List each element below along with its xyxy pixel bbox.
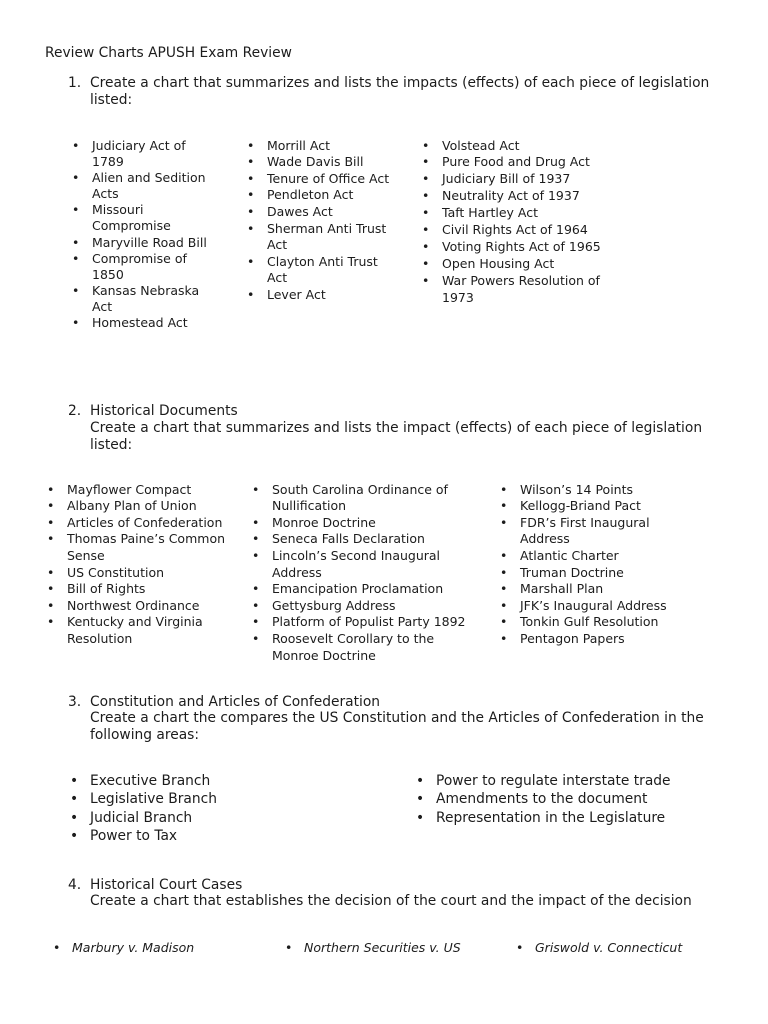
list-item <box>422 138 614 155</box>
list-item-text: Executive Branch <box>90 772 211 789</box>
list-item <box>500 548 680 565</box>
documents-list-column-3 <box>500 482 680 648</box>
section-text <box>90 877 730 910</box>
list-item <box>47 515 242 532</box>
list-item-text: JFK’s Inaugural Address <box>520 597 667 613</box>
bullet-marker: • <box>500 631 508 647</box>
section-number: 3. <box>68 693 82 710</box>
list-item <box>422 273 614 307</box>
bullet-marker: • <box>516 940 524 955</box>
section-title: Historical Documents <box>90 402 238 419</box>
bullet-marker: • <box>416 772 425 789</box>
bullet-marker: • <box>247 220 255 236</box>
bullet-marker: • <box>47 581 55 597</box>
list-item-text: Kentucky and Virginia Resolution <box>67 614 203 647</box>
list-item-text: Maryville Road Bill <box>92 234 207 250</box>
legislation-list-column-3 <box>422 138 614 307</box>
bullet-marker: • <box>47 614 55 630</box>
list-item <box>500 598 680 615</box>
bullet-marker: • <box>247 170 255 186</box>
list-item <box>70 772 330 791</box>
bullet-marker: • <box>247 187 255 203</box>
section-instruction: Create a chart the compares the US Constitution and the Articles of Confederation in the following areas: <box>90 710 704 743</box>
list-item <box>70 790 330 809</box>
bullet-marker: • <box>72 234 80 250</box>
bullet-marker: • <box>47 564 55 580</box>
list-item-text: Truman Doctrine <box>520 564 624 580</box>
list-item <box>247 138 397 155</box>
list-item <box>500 614 680 631</box>
list-item <box>416 790 736 809</box>
list-item <box>252 614 476 631</box>
list-item <box>47 498 242 515</box>
bullet-marker: • <box>500 498 508 514</box>
list-item <box>416 772 736 791</box>
bullet-marker: • <box>500 548 508 564</box>
list-item <box>422 222 614 239</box>
list-item-text: Wade Davis Bill <box>267 154 364 170</box>
list-item-text: Civil Rights Act of 1964 <box>442 222 588 238</box>
list-item-text: Amendments to the document <box>436 791 648 808</box>
bullet-marker: • <box>72 202 80 218</box>
comparison-areas-column-2 <box>416 772 736 828</box>
list-item <box>500 581 680 598</box>
court-case-name: Northern Securities v. US <box>304 940 461 955</box>
list-item-text: Kellogg-Briand Pact <box>520 498 641 514</box>
list-item <box>252 548 476 581</box>
documents-list-column-1 <box>47 482 242 648</box>
section-number: 1. <box>68 74 82 91</box>
bullet-marker: • <box>72 170 80 186</box>
list-item <box>500 498 680 515</box>
bullet-marker: • <box>70 772 79 789</box>
bullet-marker: • <box>500 481 508 497</box>
bullet-marker: • <box>47 481 55 497</box>
list-item-text: Wilson’s 14 Points <box>520 481 634 497</box>
list-item <box>422 154 614 171</box>
list-item <box>72 235 214 251</box>
list-item-text: Roosevelt Corollary to the Monroe Doctrine <box>272 631 435 663</box>
section-instruction: Create a chart that establishes the decision of the court and the impact of the decision <box>90 893 692 910</box>
bullet-marker: • <box>500 597 508 613</box>
list-item <box>47 614 242 647</box>
court-case-name: Griswold v. Connecticut <box>535 940 683 955</box>
list-item-text: Sherman Anti Trust Act <box>267 220 387 253</box>
bullet-marker: • <box>70 828 79 845</box>
list-item-text: Tenure of Office Act <box>267 170 390 186</box>
legislation-list-column-1 <box>72 138 214 331</box>
list-item-text: Albany Plan of Union <box>67 498 197 514</box>
bullet-marker: • <box>252 514 260 530</box>
list-item <box>500 482 680 499</box>
section-1-heading <box>68 75 730 109</box>
bullet-marker: • <box>500 514 508 530</box>
list-item-text: Judicial Branch <box>90 809 193 826</box>
list-item-text: Homestead Act <box>92 314 188 330</box>
section-3-heading <box>68 694 730 744</box>
list-item-text: Seneca Falls Declaration <box>272 531 425 547</box>
bullet-marker: • <box>47 498 55 514</box>
bullet-marker: • <box>500 614 508 630</box>
court-case-name: Marbury v. Madison <box>72 940 195 955</box>
bullet-marker: • <box>422 205 430 221</box>
bullet-marker: • <box>70 791 79 808</box>
bullet-marker: • <box>72 250 80 266</box>
comparison-areas-column-1 <box>70 772 330 846</box>
list-item <box>47 531 242 564</box>
section-number: 2. <box>68 402 82 419</box>
bullet-marker: • <box>252 481 260 497</box>
list-item <box>422 188 614 205</box>
list-item-text: War Powers Resolution of 1973 <box>442 272 600 305</box>
list-item <box>72 138 214 170</box>
list-item-text: Pure Food and Drug Act <box>442 154 590 170</box>
list-item <box>47 565 242 582</box>
list-item-text: Judiciary Act of 1789 <box>92 137 186 170</box>
court-case-item <box>285 940 461 956</box>
list-item-text: Gettysburg Address <box>272 597 396 613</box>
section-4-heading <box>68 877 730 910</box>
bullet-marker: • <box>422 238 430 254</box>
list-item <box>47 581 242 598</box>
bullet-marker: • <box>47 597 55 613</box>
list-item-text: Articles of Confederation <box>67 514 223 530</box>
section-title: Historical Court Cases <box>90 876 243 893</box>
list-item-text: Judiciary Bill of 1937 <box>442 171 571 187</box>
bullet-marker: • <box>247 204 255 220</box>
list-item-text: Northwest Ordinance <box>67 597 200 613</box>
section-text <box>90 403 730 454</box>
bullet-marker: • <box>47 531 55 547</box>
documents-list-column-2 <box>252 482 476 665</box>
list-item-text: Bill of Rights <box>67 581 146 597</box>
list-item <box>252 515 476 532</box>
list-item <box>47 482 242 499</box>
list-item <box>252 598 476 615</box>
bullet-marker: • <box>247 137 255 153</box>
bullet-marker: • <box>252 531 260 547</box>
list-item <box>72 170 214 202</box>
list-item <box>247 221 397 254</box>
list-item <box>72 283 214 315</box>
court-case-item <box>53 940 194 956</box>
bullet-marker: • <box>247 287 255 303</box>
list-item-text: Volstead Act <box>442 137 520 153</box>
bullet-marker: • <box>500 581 508 597</box>
court-case-item <box>516 940 682 956</box>
list-item <box>70 827 330 846</box>
list-item <box>252 631 476 664</box>
legislation-list-column-2 <box>247 138 397 304</box>
bullet-marker: • <box>422 137 430 153</box>
bullet-marker: • <box>416 791 425 808</box>
list-item-text: Thomas Paine’s Common Sense <box>67 531 226 564</box>
list-item-text: Marshall Plan <box>520 581 604 597</box>
list-item-text: Monroe Doctrine <box>272 514 376 530</box>
list-item-text: Taft Hartley Act <box>442 205 539 221</box>
list-item-text: Tonkin Gulf Resolution <box>520 614 659 630</box>
list-item <box>72 315 214 331</box>
bullet-marker: • <box>47 514 55 530</box>
list-item-text: Pendleton Act <box>267 187 354 203</box>
list-item <box>416 809 736 828</box>
bullet-marker: • <box>422 222 430 238</box>
list-item <box>500 565 680 582</box>
list-item <box>47 598 242 615</box>
list-item <box>252 531 476 548</box>
list-item-text: Clayton Anti Trust Act <box>267 253 378 286</box>
bullet-marker: • <box>422 171 430 187</box>
list-item <box>247 287 397 304</box>
section-text <box>90 694 730 744</box>
list-item-text: Representation in the Legislature <box>436 809 666 826</box>
list-item <box>247 204 397 221</box>
bullet-marker: • <box>252 614 260 630</box>
section-title: Constitution and Articles of Confederation <box>90 693 381 710</box>
list-item <box>422 239 614 256</box>
list-item <box>252 581 476 598</box>
bullet-marker: • <box>72 137 80 153</box>
list-item <box>252 482 476 515</box>
list-item-text: Open Housing Act <box>442 255 555 271</box>
list-item-text: Lever Act <box>267 287 326 303</box>
list-item <box>247 154 397 171</box>
list-item <box>247 187 397 204</box>
list-item <box>422 171 614 188</box>
list-item-text: South Carolina Ordinance of Nullification <box>272 481 448 514</box>
list-item-text: Alien and Sedition Acts <box>92 170 206 202</box>
list-item <box>500 631 680 648</box>
section-instruction: Create a chart that summarizes and lists the impact (effects) of each piece of legislation listed: <box>90 419 703 453</box>
section-number: 4. <box>68 876 82 893</box>
bullet-marker: • <box>500 564 508 580</box>
list-item <box>247 254 397 287</box>
bullet-marker: • <box>53 940 61 955</box>
section-instruction: Create a chart that summarizes and lists the impacts (effects) of each piece of legislation listed: <box>90 74 710 108</box>
list-item <box>72 251 214 283</box>
bullet-marker: • <box>416 809 425 826</box>
bullet-marker: • <box>70 809 79 826</box>
list-item-text: US Constitution <box>67 564 165 580</box>
list-item-text: Atlantic Charter <box>520 548 619 564</box>
bullet-marker: • <box>422 272 430 288</box>
list-item-text: Legislative Branch <box>90 791 217 808</box>
list-item-text: Power to Tax <box>90 828 178 845</box>
list-item-text: Dawes Act <box>267 204 333 220</box>
list-item <box>247 171 397 188</box>
section-2-heading <box>68 403 730 454</box>
list-item-text: Compromise of 1850 <box>92 250 187 282</box>
list-item-text: Pentagon Papers <box>520 631 625 647</box>
list-item-text: Morrill Act <box>267 137 330 153</box>
list-item-text: Mayflower Compact <box>67 481 192 497</box>
list-item-text: Lincoln’s Second Inaugural Address <box>272 548 441 580</box>
list-item-text: Kansas Nebraska Act <box>92 282 200 314</box>
bullet-marker: • <box>285 940 293 955</box>
list-item-text: Platform of Populist Party 1892 <box>272 614 466 630</box>
page-title: Review Charts APUSH Exam Review <box>45 44 292 61</box>
list-item-text: Voting Rights Act of 1965 <box>442 238 601 254</box>
bullet-marker: • <box>252 581 260 597</box>
bullet-marker: • <box>247 253 255 269</box>
list-item <box>422 205 614 222</box>
bullet-marker: • <box>252 597 260 613</box>
list-item-text: Emancipation Proclamation <box>272 581 444 597</box>
list-item <box>422 256 614 273</box>
list-item <box>500 515 680 548</box>
list-item-text: FDR’s First Inaugural Address <box>520 514 650 547</box>
list-item-text: Neutrality Act of 1937 <box>442 188 580 204</box>
list-item-text: Missouri Compromise <box>92 202 171 234</box>
bullet-marker: • <box>422 154 430 170</box>
bullet-marker: • <box>247 154 255 170</box>
bullet-marker: • <box>422 188 430 204</box>
list-item-text: Power to regulate interstate trade <box>436 772 671 789</box>
bullet-marker: • <box>72 282 80 298</box>
bullet-marker: • <box>252 631 260 647</box>
bullet-marker: • <box>422 255 430 271</box>
list-item <box>70 809 330 828</box>
bullet-marker: • <box>72 314 80 330</box>
list-item <box>72 202 214 234</box>
bullet-marker: • <box>252 548 260 564</box>
